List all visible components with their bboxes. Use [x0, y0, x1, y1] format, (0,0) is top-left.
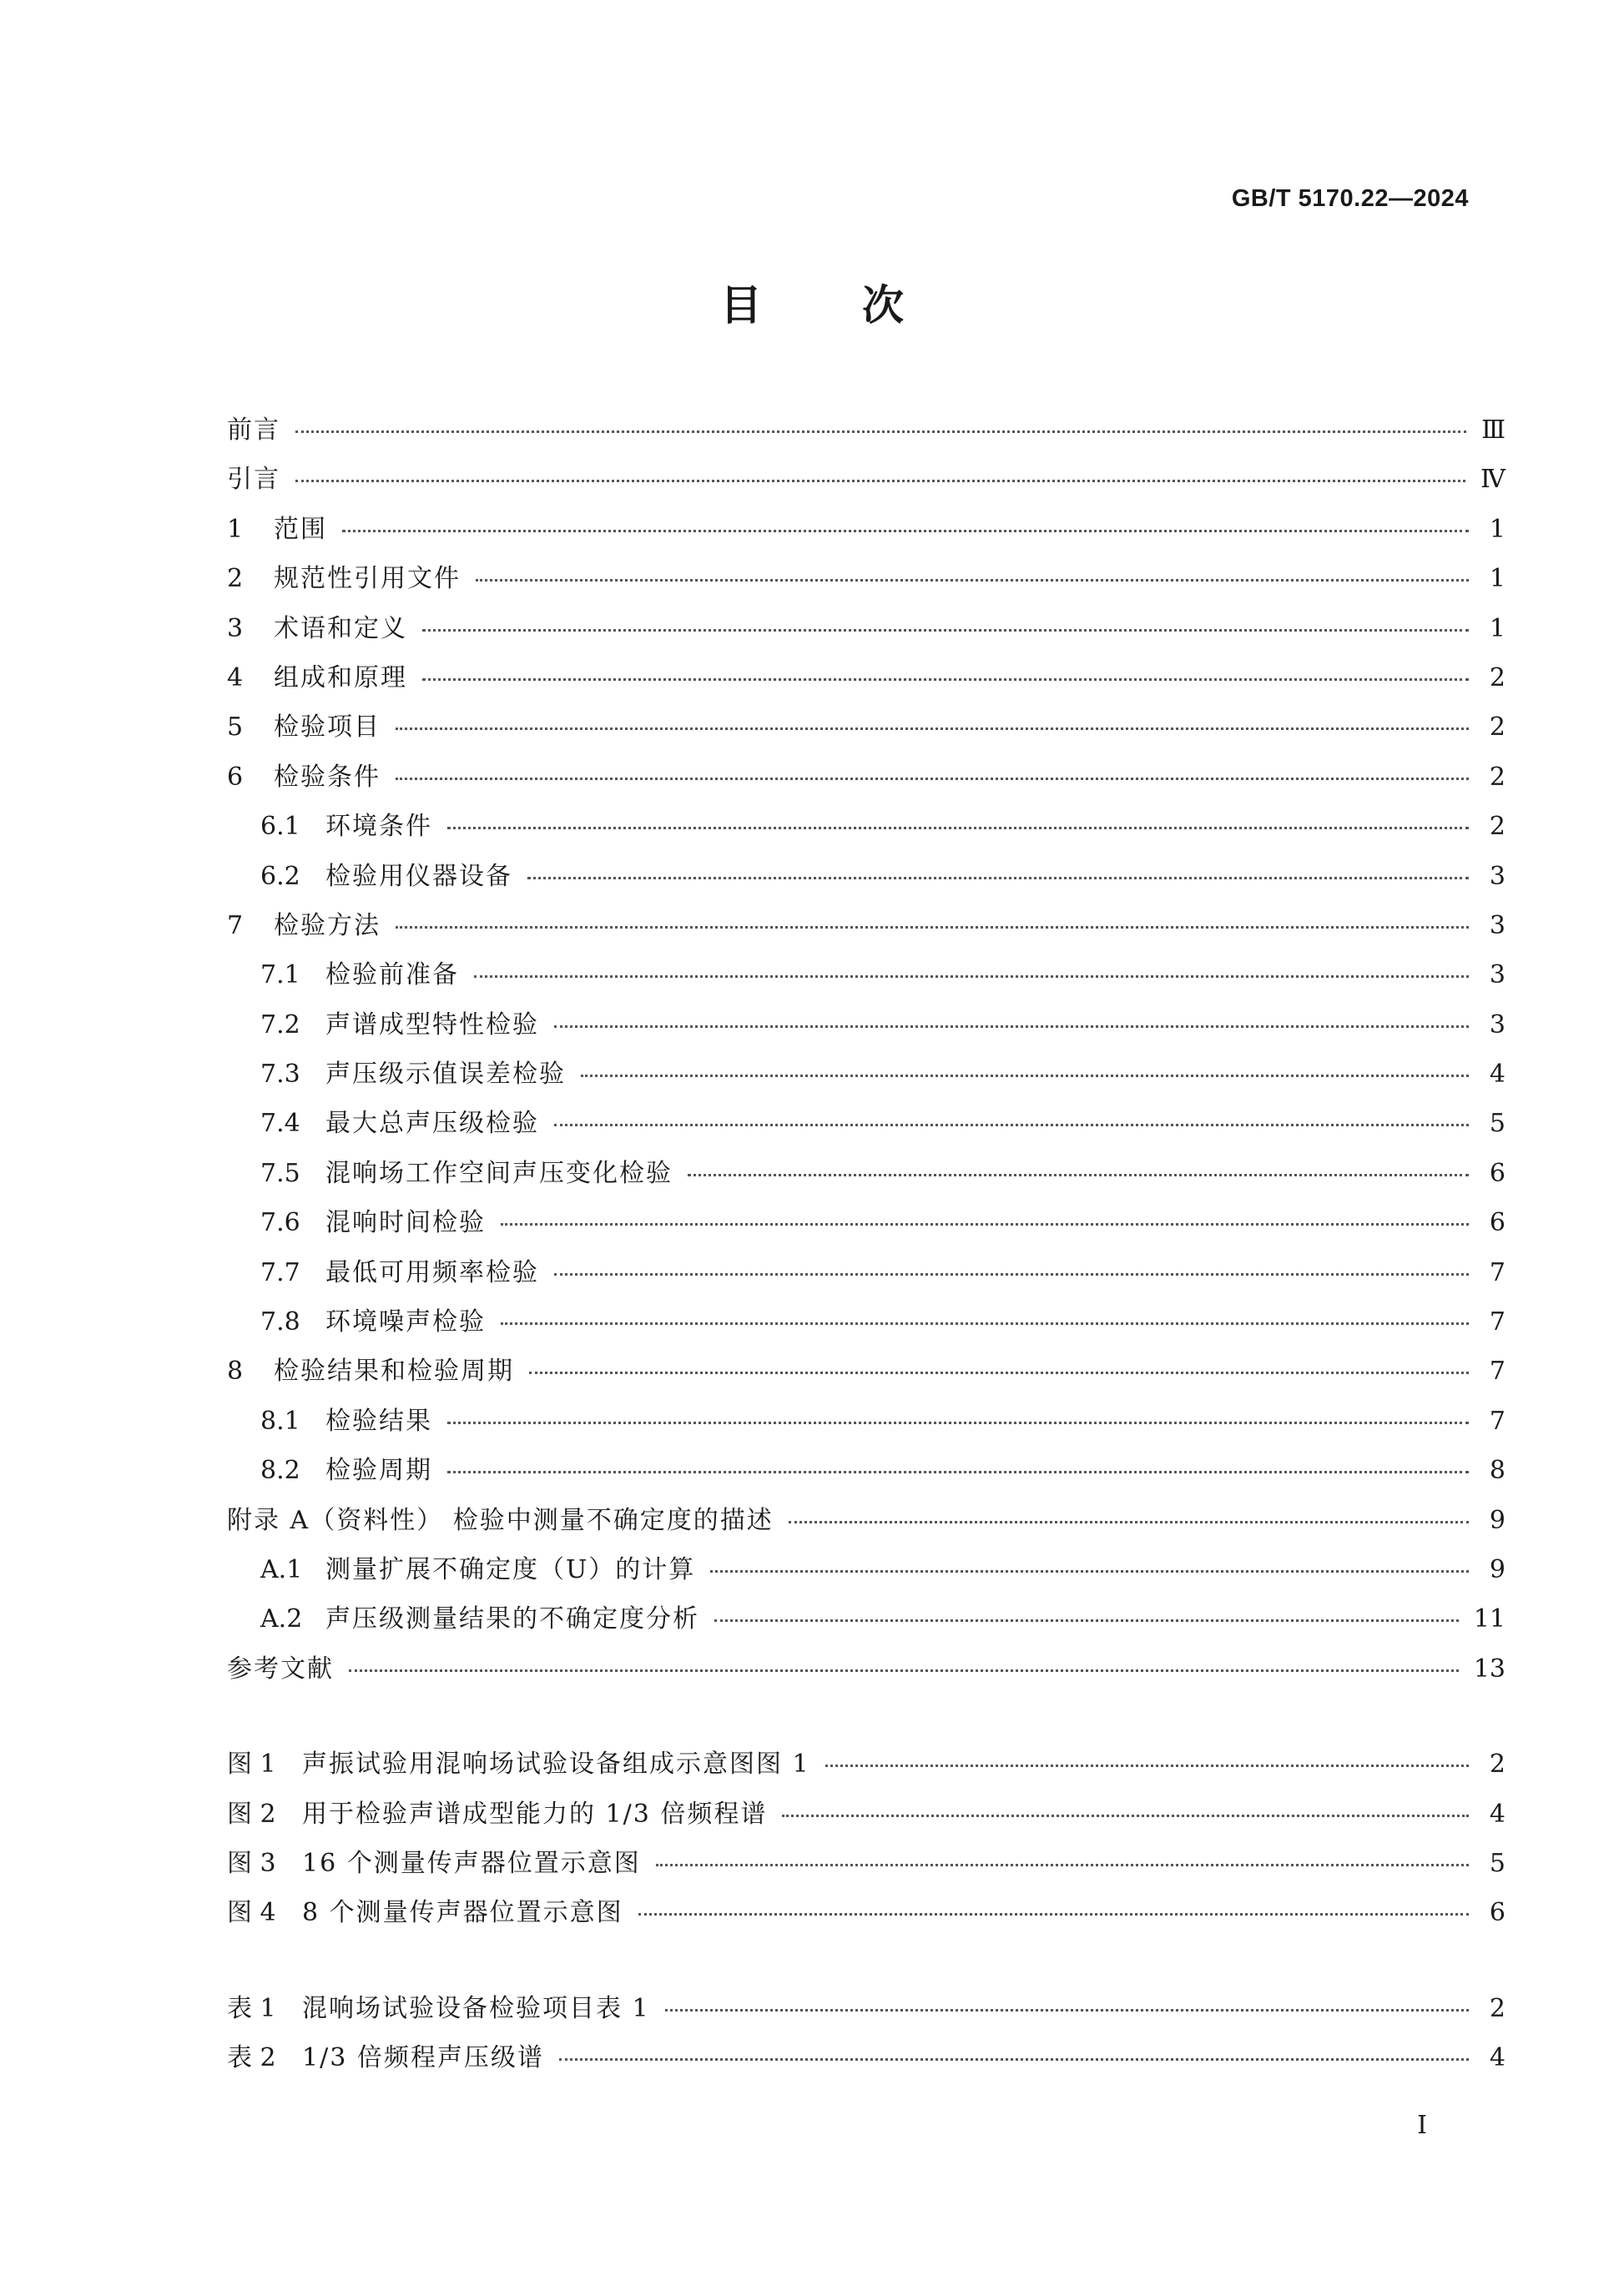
toc-entry-page: 6 [1489, 1898, 1505, 1928]
toc-entry[interactable] [227, 1201, 1505, 1251]
toc-entry-page: 2 [1489, 1750, 1505, 1780]
toc-entry-number: 6.1 [260, 812, 300, 842]
toc-entry-number: 7.8 [260, 1307, 300, 1337]
toc-entry-number: 8.1 [260, 1406, 300, 1436]
toc-entry-label: 附录 A（资料性） 检验中测量不确定度的描述 [227, 1505, 774, 1535]
dot-leader [782, 1815, 1469, 1817]
dot-leader [710, 1570, 1469, 1573]
dot-leader [714, 1619, 1459, 1622]
dot-leader [349, 1669, 1459, 1672]
dot-leader [527, 877, 1469, 879]
toc-entry-page: 9 [1489, 1554, 1505, 1584]
toc-entry-label: 检验用仪器设备 [325, 861, 512, 891]
toc-entry-label: 测量扩展不确定度（U）的计算 [325, 1554, 696, 1584]
dot-leader [396, 926, 1469, 929]
dot-leader [295, 430, 1466, 433]
toc-entry-number: 7.1 [260, 960, 300, 990]
toc-entry-page: 7 [1489, 1307, 1505, 1337]
toc-entry[interactable] [227, 805, 1505, 854]
toc-entry-page: 3 [1489, 861, 1505, 891]
toc-entry-page: 3 [1489, 910, 1505, 940]
toc-entry-page: 4 [1489, 1060, 1505, 1090]
toc-entry-label: 检验前准备 [325, 960, 459, 990]
toc-entry-label: 检验条件 [274, 762, 381, 792]
toc-entry-number: 7.2 [260, 1010, 300, 1040]
toc-entry[interactable] [227, 1004, 1505, 1053]
toc-entry[interactable] [227, 657, 1505, 706]
toc-entry-page: 8 [1489, 1456, 1505, 1486]
toc-entry-number: 表 2 [227, 2043, 276, 2073]
toc-entry-label: 16 个测量传声器位置示意图 [302, 1848, 641, 1878]
toc-entry[interactable] [227, 1053, 1505, 1102]
toc-entry-number: 7.5 [260, 1158, 300, 1188]
toc-entry-number: 图 3 [227, 1848, 276, 1878]
dot-leader [638, 1913, 1469, 1916]
toc-entry[interactable] [227, 1301, 1505, 1350]
toc-entry-number: 6.2 [260, 861, 300, 891]
toc-entry[interactable] [227, 1648, 1505, 1697]
toc-entry-number: 3 [227, 613, 244, 643]
toc-entry[interactable] [227, 855, 1505, 904]
toc-entry-number: 7.7 [260, 1257, 300, 1287]
toc-entry-label: 检验结果和检验周期 [274, 1357, 514, 1387]
dot-leader [447, 1422, 1469, 1424]
toc-entry[interactable] [227, 557, 1505, 607]
toc-entry-label: 检验结果 [325, 1406, 432, 1436]
toc-entry-number: 5 [227, 712, 244, 743]
dot-leader [554, 1124, 1469, 1126]
toc-entry-number: 7.3 [260, 1060, 300, 1090]
dot-leader [665, 2009, 1469, 2012]
dot-leader [447, 827, 1469, 829]
toc-entry[interactable] [227, 2037, 1505, 2086]
toc-entry[interactable] [227, 1251, 1505, 1301]
toc-entry-label: 规范性引用文件 [274, 564, 461, 594]
toc-entry-number: 1 [227, 514, 244, 544]
dot-leader [789, 1521, 1469, 1523]
dot-leader [554, 1025, 1469, 1028]
dot-leader [396, 778, 1469, 780]
toc-entry-number: 7.4 [260, 1109, 300, 1139]
toc-entry-label: 参考文献 [227, 1654, 334, 1684]
toc-entry-page: 2 [1489, 1993, 1505, 2023]
toc-entry[interactable] [227, 1152, 1505, 1201]
toc-entry-page: 9 [1489, 1505, 1505, 1535]
toc-entry-label: 检验周期 [325, 1456, 432, 1486]
toc-entry-page: 6 [1489, 1158, 1505, 1188]
toc-entry-number: 2 [227, 564, 244, 594]
toc-entry-page: 3 [1489, 960, 1505, 990]
toc-entry[interactable] [227, 1842, 1505, 1891]
toc-entry[interactable] [227, 706, 1505, 755]
toc-entry-page: 1 [1489, 564, 1505, 594]
toc-entry-label: 组成和原理 [274, 662, 407, 692]
toc-entry-number: 8.2 [260, 1456, 300, 1486]
toc-entry-label: 混响场试验设备检验项目表 1 [302, 1993, 650, 2023]
toc-entry-page: 1 [1489, 514, 1505, 544]
dot-leader [529, 1372, 1469, 1374]
toc-entry-page: 4 [1489, 2043, 1505, 2073]
toc-entry[interactable] [227, 1891, 1505, 1941]
toc-entry-label: 范围 [274, 514, 327, 544]
toc-entry-page: 11 [1473, 1604, 1505, 1634]
toc-entry[interactable] [227, 1400, 1505, 1449]
toc-entry[interactable] [227, 954, 1505, 1003]
toc-entry-page: 2 [1489, 812, 1505, 842]
dot-leader [396, 728, 1469, 730]
toc-entry-label: 混响时间检验 [325, 1208, 486, 1238]
toc-entry-number: 表 1 [227, 1993, 276, 2023]
toc-entry-label: 检验方法 [274, 910, 381, 940]
toc-entry-label: 混响场工作空间声压变化检验 [325, 1158, 673, 1188]
toc-entry-page: 1 [1489, 613, 1505, 643]
toc-entry-page: 2 [1489, 712, 1505, 743]
toc-entry[interactable] [227, 756, 1505, 805]
toc-entry-page: 2 [1489, 662, 1505, 692]
toc-entry[interactable] [227, 904, 1505, 954]
toc-entry-label: 1/3 倍频程声压级谱 [302, 2043, 544, 2073]
toc-entry-page: 13 [1473, 1654, 1505, 1684]
toc-entry-label: 声压级测量结果的不确定度分析 [325, 1604, 699, 1634]
toc-entry-label: 声振试验用混响场试验设备组成示意图图 1 [302, 1750, 810, 1780]
toc-entry[interactable] [227, 1987, 1505, 2037]
toc-entry[interactable] [227, 1548, 1505, 1598]
footer-page-number: I [1417, 2111, 1427, 2140]
toc-entry-number: 4 [227, 662, 244, 692]
dot-leader [295, 480, 1465, 482]
toc-entry-page: 2 [1489, 762, 1505, 792]
toc-entry[interactable] [227, 409, 1505, 458]
dot-leader [825, 1765, 1469, 1767]
toc-entry-page: 4 [1489, 1799, 1505, 1829]
toc-entry-label: 前言 [227, 415, 280, 445]
toc-entry[interactable] [227, 508, 1505, 557]
toc-entry-label: 声压级示值误差检验 [325, 1060, 566, 1090]
toc-entry[interactable] [227, 1598, 1505, 1647]
dot-leader [656, 1864, 1469, 1866]
toc-entry-label: 术语和定义 [274, 613, 407, 643]
dot-leader [559, 2058, 1469, 2061]
toc-entry-number: 8 [227, 1357, 244, 1387]
toc-entry[interactable] [227, 1499, 1505, 1548]
toc-entry-number: A.1 [260, 1554, 303, 1584]
dot-leader [422, 629, 1469, 632]
toc-entry[interactable] [227, 1743, 1505, 1792]
toc-entry[interactable] [227, 607, 1505, 657]
toc-entry-number: 图 1 [227, 1750, 276, 1780]
toc-entry-page: 7 [1489, 1357, 1505, 1387]
toc-entry-number: 7.6 [260, 1208, 300, 1238]
dot-leader [554, 1273, 1469, 1276]
toc-entry-page: 3 [1489, 1010, 1505, 1040]
toc-entry-label: 环境条件 [325, 812, 432, 842]
toc-entry[interactable] [227, 458, 1505, 507]
toc-entry-number: 图 4 [227, 1898, 276, 1928]
toc-entry-page: 7 [1489, 1257, 1505, 1287]
dot-leader [581, 1075, 1469, 1077]
toc-entry-number: 图 2 [227, 1799, 276, 1829]
toc-entry[interactable] [227, 1449, 1505, 1498]
toc-entry-label: 8 个测量传声器位置示意图 [302, 1898, 623, 1928]
standard-code: GB/T 5170.22—2024 [1231, 185, 1469, 212]
toc-entry-page: 5 [1489, 1109, 1505, 1139]
toc-entry-label: 引言 [227, 465, 280, 495]
toc-entry-label: 检验项目 [274, 712, 381, 743]
toc-entry-page: 6 [1489, 1208, 1505, 1238]
dot-leader [476, 579, 1469, 582]
toc-entry[interactable] [227, 1350, 1505, 1399]
toc-entry-page: Ⅲ [1481, 415, 1505, 445]
toc-entry-label: 用于检验声谱成型能力的 1/3 倍频程谱 [302, 1799, 768, 1829]
toc-entry-number: 6 [227, 762, 244, 792]
dot-leader [501, 1322, 1469, 1325]
toc-entry-number: 7 [227, 910, 244, 940]
table-of-contents [227, 409, 1505, 2087]
dot-leader [422, 678, 1469, 681]
dot-leader [342, 530, 1469, 532]
toc-entry-label: 最大总声压级检验 [325, 1109, 539, 1139]
toc-entry-label: 环境噪声检验 [325, 1307, 486, 1337]
toc-entry[interactable] [227, 1102, 1505, 1151]
toc-entry-page: Ⅳ [1480, 465, 1505, 495]
dot-leader [688, 1174, 1469, 1176]
dot-leader [501, 1223, 1469, 1226]
toc-entry-label: 最低可用频率检验 [325, 1257, 539, 1287]
toc-entry-page: 7 [1489, 1406, 1505, 1436]
toc-entry[interactable] [227, 1793, 1505, 1842]
toc-entry-number: A.2 [260, 1604, 303, 1634]
dot-leader [474, 975, 1469, 978]
dot-leader [447, 1471, 1469, 1473]
toc-entry-page: 5 [1489, 1848, 1505, 1878]
page-title: 目次 [720, 281, 1004, 330]
toc-entry-label: 声谱成型特性检验 [325, 1010, 539, 1040]
